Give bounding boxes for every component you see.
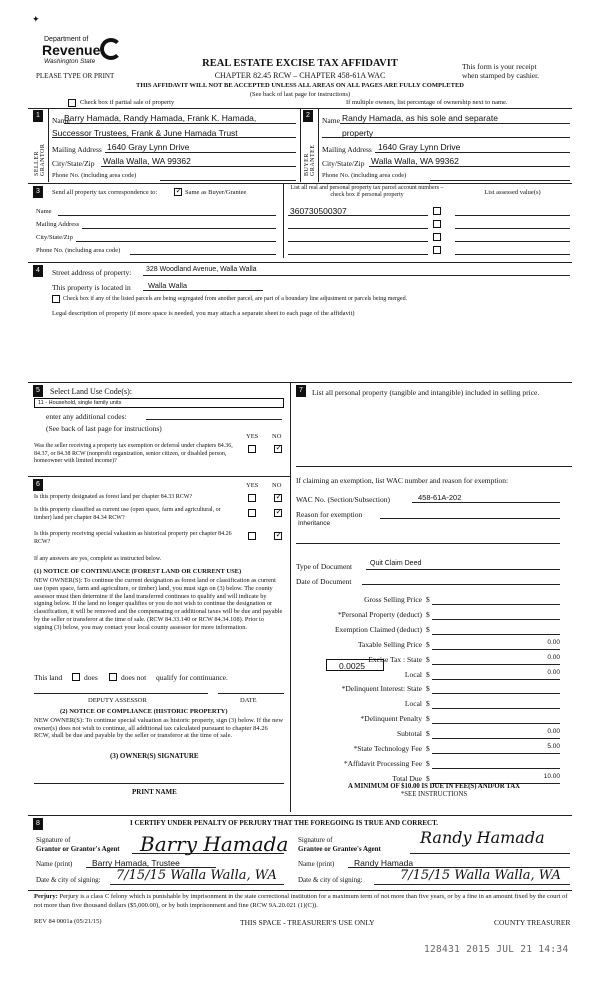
parcel-4-checkbox[interactable] bbox=[433, 246, 441, 254]
q3-no[interactable] bbox=[274, 532, 282, 540]
if-yes-note: If any answers are yes, complete as instructed below. bbox=[34, 556, 162, 562]
tax-row-value[interactable]: 0.00 bbox=[547, 639, 560, 646]
page-warning: THIS AFFIDAVIT WILL NOT BE ACCEPTED UNLESS ALL AREAS ON ALL PAGES ARE FULLY COMPLETED bbox=[136, 82, 464, 89]
tax-row-currency: $ bbox=[426, 684, 430, 693]
grantor-date-city: 7/15/15 Walla Walla, WA bbox=[116, 868, 277, 883]
rev-number: REV 84 0001a (05/21/15) bbox=[34, 918, 102, 925]
tax-row-label: Local bbox=[404, 670, 422, 679]
tax-row-currency: $ bbox=[426, 610, 430, 619]
parcel-3-checkbox[interactable] bbox=[433, 233, 441, 241]
does-not-checkbox[interactable] bbox=[109, 673, 117, 681]
located-label: This property is located in bbox=[52, 283, 131, 292]
tax-row-label: Exemption Claimed (deduct) bbox=[334, 625, 422, 634]
same-as-buyer-checkbox[interactable] bbox=[174, 188, 182, 196]
logo-dept-small: Department of bbox=[44, 36, 89, 43]
tax-row-label: Taxable Selling Price bbox=[357, 640, 422, 649]
q1-no[interactable] bbox=[274, 494, 282, 502]
does-not-label: does not bbox=[121, 673, 147, 682]
land-use-select[interactable] bbox=[34, 398, 284, 408]
q2-yes[interactable] bbox=[248, 509, 256, 517]
s6-yes: YES bbox=[246, 482, 259, 489]
buyer-mailing-label: Mailing Address bbox=[322, 145, 372, 154]
page-see-back: (See back of last page for instructions) bbox=[249, 91, 351, 98]
partial-sale-label: Check box if partial sale of property bbox=[80, 99, 175, 106]
tax-row-line bbox=[432, 634, 560, 635]
tax-row-line bbox=[432, 679, 560, 680]
tax-row bbox=[296, 610, 564, 622]
tax-row-currency: $ bbox=[426, 595, 430, 604]
s5-yes: YES bbox=[246, 433, 259, 440]
minimum-due: A MINIMUM OF $10.00 IS DUE IN FEE(S) AND/OR TAX bbox=[347, 783, 521, 790]
tax-row-currency: $ bbox=[426, 729, 430, 738]
logo-mark-icon: ✦ bbox=[32, 14, 40, 24]
tax-row-currency: $ bbox=[426, 640, 430, 649]
tax-row bbox=[296, 670, 564, 682]
street-label: Street address of property: bbox=[52, 268, 132, 277]
tax-row-label: *Delinquent Penalty bbox=[360, 714, 422, 723]
section-5-number: 5 bbox=[33, 385, 43, 397]
owner-signature-label: (3) OWNER(S) SIGNATURE bbox=[110, 752, 199, 760]
tax-row bbox=[296, 729, 564, 741]
tax-row-label: Total Due bbox=[392, 774, 422, 783]
s5-see-back: (See back of last page for instructions) bbox=[46, 424, 162, 433]
tax-row-label: *Affidavit Processing Fee bbox=[343, 759, 422, 768]
buyer-name-label: Name bbox=[322, 116, 340, 125]
seller-city-label: City/State/Zip bbox=[52, 159, 95, 168]
tax-row-label: *State Technology Fee bbox=[353, 744, 422, 753]
multiple-owners-label: If multiple owners, list percentage of ownership next to name. bbox=[346, 99, 508, 106]
same-as-label: Same as Buyer/Grantee bbox=[185, 189, 247, 196]
land-use-value: 11 - Household, single family units bbox=[38, 400, 122, 406]
section-6-number: 6 bbox=[33, 479, 43, 491]
historic-question: Is this property receiving special valuation as historical property per chapter 84.26 RCW? bbox=[34, 531, 232, 545]
s3-city-label: City/State/Zip bbox=[36, 234, 73, 241]
tax-row-label: *Personal Property (deduct) bbox=[337, 610, 422, 619]
tax-row-label: Gross Selling Price bbox=[364, 595, 422, 604]
perjury-label: Perjury: bbox=[34, 893, 58, 900]
tax-row bbox=[296, 699, 564, 711]
reason-label: Reason for exemption bbox=[296, 510, 363, 519]
tax-row-line bbox=[432, 753, 560, 754]
seller-mailing-label: Mailing Address bbox=[52, 145, 102, 154]
date-label: DATE bbox=[240, 697, 257, 704]
page-subtitle: CHAPTER 82.45 RCW – CHAPTER 458-61A WAC bbox=[214, 71, 386, 80]
county-treasurer: COUNTY TREASURER bbox=[494, 918, 571, 927]
tax-row-currency: $ bbox=[426, 759, 430, 768]
dept-logo bbox=[32, 14, 142, 66]
grantor-name-label: Name (print) bbox=[36, 860, 73, 868]
personal-property-label: List all personal property (tangible and intangible) included in selling price. bbox=[312, 388, 540, 397]
q3-yes[interactable] bbox=[248, 532, 256, 540]
please-type: PLEASE TYPE OR PRINT bbox=[36, 72, 115, 80]
tax-row-line bbox=[432, 768, 560, 769]
seller-name-line1[interactable]: Barry Hamada, Randy Hamada, Frank K. Hamada, bbox=[64, 113, 257, 123]
tax-row-currency: $ bbox=[426, 714, 430, 723]
doc-type[interactable]: Quit Claim Deed bbox=[370, 560, 422, 567]
parcel-number-1[interactable]: 360730500307 bbox=[290, 206, 347, 216]
wac-number[interactable]: 458-61A-202 bbox=[418, 493, 462, 502]
section-3-number: 3 bbox=[33, 186, 43, 198]
this-land-label: This land bbox=[34, 673, 63, 682]
cashier-stamp: 128431 2015 JUL 21 14:34 bbox=[424, 944, 569, 955]
tax-row-label: Excise Tax : State bbox=[368, 655, 422, 664]
grantor-date-label: Date & city of signing: bbox=[36, 876, 101, 884]
grantor-signature: Barry Hamada bbox=[140, 832, 289, 856]
tax-row-label: Local bbox=[404, 699, 422, 708]
wac-label: WAC No. (Section/Subsection) bbox=[296, 495, 390, 504]
logo-swirl-icon bbox=[100, 38, 122, 60]
tax-row-line bbox=[432, 693, 560, 694]
tax-row-value[interactable]: 0.00 bbox=[547, 654, 560, 661]
buyer-city-label: City/State/Zip bbox=[322, 159, 365, 168]
tax-row-currency: $ bbox=[426, 655, 430, 664]
does-checkbox[interactable] bbox=[72, 673, 80, 681]
tax-row-line bbox=[432, 738, 560, 739]
tax-row bbox=[296, 595, 564, 607]
tax-row-label: Subtotal bbox=[396, 729, 422, 738]
s5-exemption-yes[interactable] bbox=[248, 445, 256, 453]
q2-no[interactable] bbox=[274, 509, 282, 517]
tax-row-label: *Delinquent Interest: State bbox=[341, 684, 422, 693]
parcel-1-checkbox[interactable] bbox=[433, 207, 441, 215]
seller-name-line2[interactable]: Successor Trustees, Frank & June Hamada Trust bbox=[52, 128, 238, 138]
s5-no: NO bbox=[272, 433, 282, 440]
grantee-name-label: Name (print) bbox=[298, 860, 335, 868]
tax-row-currency: $ bbox=[426, 625, 430, 634]
receipt-note-2: when stamped by cashier. bbox=[462, 71, 540, 80]
s3-mailing-label: Mailing Address bbox=[36, 221, 80, 228]
s6-no: NO bbox=[272, 482, 282, 489]
s3-phone-label: Phone No. (including area code) bbox=[36, 247, 121, 254]
doc-date-label: Date of Document bbox=[296, 577, 352, 586]
forest-land-question: Is this property designated as forest land per chapter 84.33 RCW? bbox=[34, 494, 193, 500]
buyer-phone-label: Phone No. (including area code) bbox=[322, 172, 407, 179]
notice2-body: NEW OWNER(S): To continue special valuation as historic property, sign (3) below. If the new owner(s) does not wish to continue, all additional tax calculated pursuant to chapter 84.26 RCW, shall be due and payable by the seller or transferor at the time of sale. bbox=[34, 717, 284, 740]
assessed-header: List assessed value(s) bbox=[484, 189, 541, 196]
q1-yes[interactable] bbox=[248, 494, 256, 502]
seller-phone-label: Phone No. (including area code) bbox=[52, 172, 137, 179]
section-8-number: 8 bbox=[33, 818, 43, 830]
grantee-sig-label-1: Signature of bbox=[298, 836, 333, 844]
seller-name-label: Name bbox=[52, 116, 70, 125]
see-instructions: *SEE INSTRUCTIONS bbox=[400, 791, 468, 798]
tax-row-line bbox=[432, 723, 560, 724]
qualify-label: qualify for continuance. bbox=[156, 673, 228, 682]
page-title: REAL ESTATE EXCISE TAX AFFIDAVIT bbox=[202, 58, 398, 69]
exemption-question: Was the seller receiving a property tax exemption or deferral under chapters 84.36, 84.37, or 84.38 RCW (nonprofit organization, senior citizen, or disabled person, homeowner with limited income)? bbox=[34, 443, 233, 464]
exemption-claim-label: If claiming an exemption, list WAC number and reason for exemption: bbox=[296, 476, 509, 485]
legal-label: Legal description of property (if more space is needed, you may attach a separate sheet to each page of the affidavit) bbox=[52, 310, 355, 317]
section-2-number: 2 bbox=[303, 110, 313, 122]
select-land-use-label: Select Land Use Code(s): bbox=[50, 387, 132, 396]
buyer-city[interactable]: Walla Walla, WA 99362 bbox=[371, 156, 459, 166]
tax-row bbox=[296, 744, 564, 756]
tax-row-line bbox=[432, 619, 560, 620]
deputy-assessor-label: DEPUTY ASSESSOR bbox=[88, 697, 147, 704]
local-rate-box[interactable] bbox=[326, 659, 384, 671]
grantor-sig-label-2: Grantor or Grantor's Agent bbox=[36, 845, 120, 853]
parcel-header: List all real and personal property tax parcel account numbers – check box if personal property bbox=[290, 185, 444, 198]
print-name-label: PRINT NAME bbox=[132, 788, 177, 796]
grantee-date-label: Date & city of signing: bbox=[298, 876, 363, 884]
seller-mailing[interactable]: 1640 Gray Lynn Drive bbox=[107, 142, 190, 152]
seller-city[interactable]: Walla Walla, WA 99362 bbox=[103, 156, 191, 166]
partial-sale-checkbox[interactable] bbox=[68, 99, 76, 107]
buyer-side-label: BUYER GRANTEE bbox=[304, 144, 316, 176]
street-address[interactable]: 328 Woodland Avenue, Walla Walla bbox=[146, 266, 257, 273]
segregated-label: Check box if any of the listed parcels are being segregated from another parcel, are part of a boundary line adjustment or parcels being merged. bbox=[63, 296, 408, 302]
tax-row-line bbox=[432, 649, 560, 650]
tax-row-line bbox=[432, 664, 560, 665]
certify-statement: I CERTIFY UNDER PENALTY OF PERJURY THAT THE FOREGOING IS TRUE AND CORRECT. bbox=[130, 819, 439, 827]
grantee-date-city: 7/15/15 Walla Walla, WA bbox=[400, 868, 561, 883]
s5-exemption-no[interactable] bbox=[274, 445, 282, 453]
seller-side-label: SELLER GRANTOR bbox=[34, 143, 46, 176]
tax-row-currency: $ bbox=[426, 744, 430, 753]
tax-row-value[interactable]: 10.00 bbox=[543, 773, 560, 780]
buyer-mailing[interactable]: 1640 Gray Lynn Drive bbox=[378, 142, 461, 152]
tax-row-currency: $ bbox=[426, 774, 430, 783]
notice1-body: NEW OWNER(S): To continue the current designation as forest land or classification as current use (open space, farm and agriculture, or timber) land, you must sign on (3) below. The county assessor must then determine if the land transferred continues to qualify and will indicate by signing below. If the land no longer qualifies or you do not wish to continue the designation or classification, it will be removed and the compensating or additional taxes will be due and payable by the seller or transferor at the time of sale. (RCW 84.33.140 or RCW 84.34.108). Prior to signing (3) below, you may contact your local county assessor for more information. bbox=[34, 577, 283, 631]
tax-row-line bbox=[432, 708, 560, 709]
section-4-number: 4 bbox=[33, 265, 43, 277]
perjury-text: Perjury is a class C felony which is punishable by imprisonment in the state correctional institution for a maximum term of not more than five years, or by a fine in an amount fixed by the court of not more than five thousand dollars ($5,000.00), or by both imprisonment and fine (RCW 9A.20.021 (1)(C)). bbox=[34, 893, 568, 909]
send-label: Send all property tax correspondence to: bbox=[52, 189, 158, 196]
tax-row bbox=[296, 625, 564, 637]
additional-codes-label: enter any additional codes: bbox=[46, 412, 127, 421]
tax-row bbox=[296, 640, 564, 652]
buyer-name-line1[interactable]: Randy Hamada, as his sole and separate bbox=[342, 113, 498, 123]
tax-row-line bbox=[432, 604, 560, 605]
located-in[interactable]: Walla Walla bbox=[148, 281, 188, 290]
section-1-number: 1 bbox=[33, 110, 43, 122]
grantor-name[interactable]: Barry Hamada, Trustee bbox=[92, 858, 180, 868]
tax-row-currency: $ bbox=[426, 699, 430, 708]
current-use-question: Is this property classified as current use (open space, farm and agricultural, or timber) land per chapter 84.34 RCW? bbox=[34, 507, 221, 521]
grantee-name[interactable]: Randy Hamada bbox=[354, 858, 414, 868]
tax-row-currency: $ bbox=[426, 670, 430, 679]
grantee-sig-label-2: Grantee or Grantee's Agent bbox=[298, 845, 381, 853]
reason-value[interactable]: Inheritance bbox=[298, 520, 331, 527]
tax-row-value[interactable]: 0.00 bbox=[547, 728, 560, 735]
receipt-note-1: This form is your receipt bbox=[462, 62, 537, 71]
logo-dept-big: Revenue bbox=[42, 42, 101, 58]
segregated-checkbox[interactable] bbox=[52, 295, 60, 303]
s3-name-label: Name bbox=[36, 208, 52, 215]
local-rate: 0.0025 bbox=[339, 661, 365, 671]
grantee-signature: Randy Hamada bbox=[420, 828, 545, 847]
logo-state: Washington State bbox=[44, 58, 96, 65]
buyer-name-line2[interactable]: property bbox=[342, 128, 374, 138]
doc-type-label: Type of Document bbox=[296, 562, 353, 571]
perjury-notice bbox=[34, 893, 572, 910]
does-label: does bbox=[84, 673, 98, 682]
treasurer-only: THIS SPACE - TREASURER'S USE ONLY bbox=[240, 918, 375, 927]
tax-row bbox=[296, 714, 564, 726]
tax-row-value[interactable]: 5.00 bbox=[547, 743, 560, 750]
tax-row-value[interactable]: 0.00 bbox=[547, 669, 560, 676]
section-7-number: 7 bbox=[296, 385, 306, 397]
grantor-sig-label-1: Signature of bbox=[36, 836, 71, 844]
tax-row bbox=[296, 684, 564, 696]
notice1-title: (1) NOTICE OF CONTINUANCE (FOREST LAND OR CURRENT USE) bbox=[34, 568, 242, 575]
parcel-2-checkbox[interactable] bbox=[433, 220, 441, 228]
tax-row bbox=[296, 759, 564, 771]
notice2-title: (2) NOTICE OF COMPLIANCE (HISTORIC PROPERTY) bbox=[60, 708, 228, 715]
